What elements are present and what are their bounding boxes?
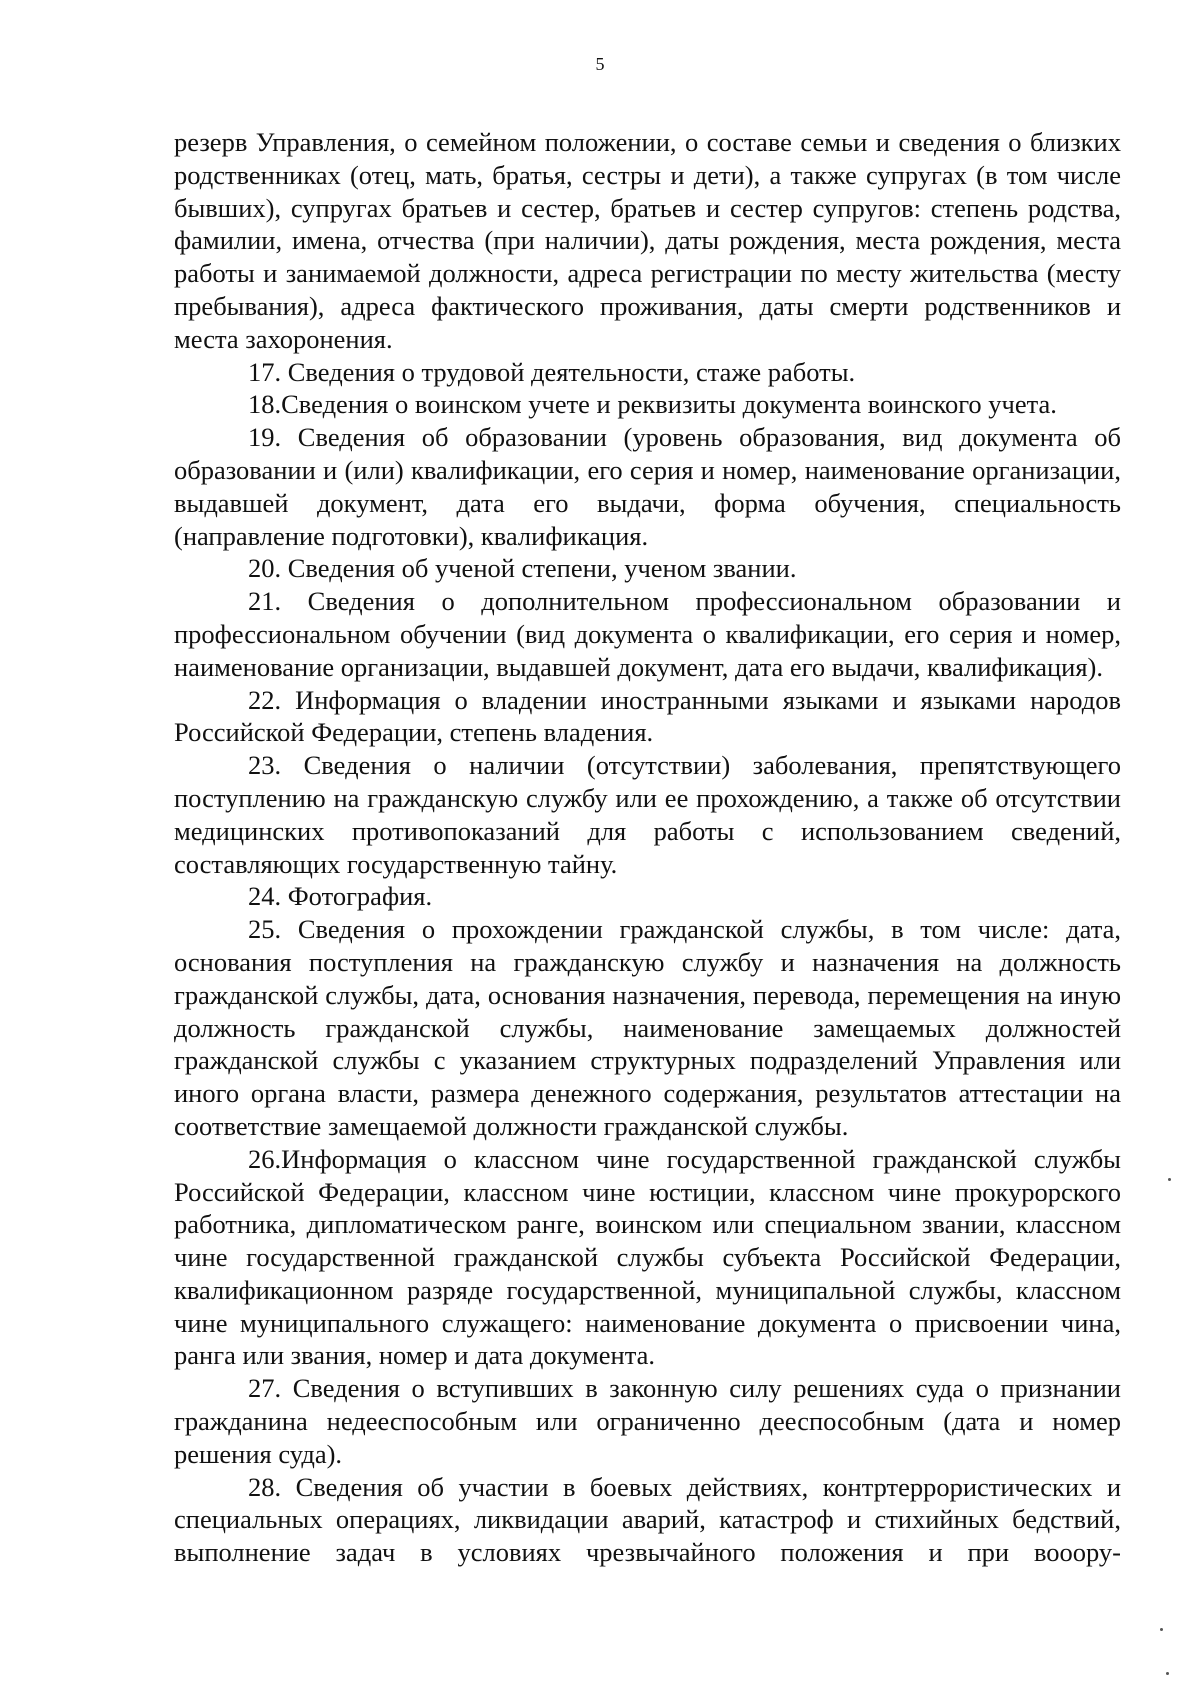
scan-speck [1166, 1672, 1169, 1675]
paragraph-19: 19. Сведения об образовании (уровень образования, вид документа об образовании и (или) квалификации, его серия и номер, наименование организации, выдавшей документ, дата его выдачи, форма обучения, специальность (направление подготовки), квалификация. [174, 422, 1121, 551]
document-body [174, 126, 1121, 1569]
paragraph-28: 28. Сведения об участии в боевых действиях, контртеррористических и специальных операциях, ликвидации аварий, катастроф и стихийных бедствий, выполнение задач в условиях чрезвычайного положения и при вооору- [174, 1471, 1121, 1568]
paragraph-16-continuation: резерв Управления, о семейном положении, о составе семьи и сведения о близких родственниках (отец, мать, братья, сестры и дети), а также супругах (в том числе бывших), супругах братьев и сестер, братьев и сестер супругов: степень родства, фамилии, имена, отчества (при наличии), даты рождения, места рождения, места работы и занимаемой должности, адреса регистрации по месту жительства (месту пребывания), адреса фактического проживания, даты смерти родственников и места захоронения. [174, 127, 1121, 354]
paragraph-17: 17. Сведения о трудовой деятельности, стаже работы. [248, 356, 856, 387]
scan-speck [1168, 1178, 1171, 1181]
paragraph-20: 20. Сведения об ученой степени, ученом звании. [248, 553, 797, 584]
paragraph-25: 25. Сведения о прохождении гражданской службы, в том числе: дата, основания поступления на гражданскую службу и назначения на должность гражданской службы, дата, основания назначения, перевода, перемещения на иную должность гражданской службы, наименование замещаемых должностей гражданской службы с указанием структурных подразделений Управления или иного органа власти, размера денежного содержания, результатов аттестации на соответствие замещаемой должности гражданской службы. [174, 914, 1121, 1141]
paragraph-21: 21. Сведения о дополнительном профессиональном образовании и профессиональном обучении (вид документа о квалификации, его серия и номер, наименование организации, выдавшей документ, дата его выдачи, квалификация). [174, 586, 1121, 682]
paragraph-22: 22. Информация о владении иностранными языками и языками народов Российской Федерации, степень владения. [174, 684, 1121, 748]
paragraph-23: 23. Сведения о наличии (отсутствии) заболевания, препятствующего поступлению на гражданскую службу или ее прохождению, а также об отсутствии медицинских противопоказаний для работы с использованием сведений, составляющих государственную тайну. [174, 750, 1121, 879]
paragraph-18: 18.Сведения о воинском учете и реквизиты документа воинского учета. [248, 389, 1057, 420]
scan-speck [1160, 1628, 1163, 1631]
paragraph-24: 24. Фотография. [248, 881, 433, 912]
paragraph-27: 27. Сведения о вступивших в законную силу решениях суда о признании гражданина недееспособным или ограниченно дееспособным (дата и номер решения суда). [174, 1373, 1121, 1469]
paragraph-26: 26.Информация о классном чине государственной гражданской службы Российской Федерации, классном чине юстиции, классном чине прокурорского работника, дипломатическом ранге, воинском или специальном звании, классном чине государственной гражданской службы субъекта Российской Федерации, квалификационном разряде государственной, муниципальной службы, классном чине муниципального служащего: наименование документа о присвоении чина, ранга или звания, номер и дата документа. [174, 1143, 1121, 1371]
page-number: 5 [595, 54, 605, 74]
